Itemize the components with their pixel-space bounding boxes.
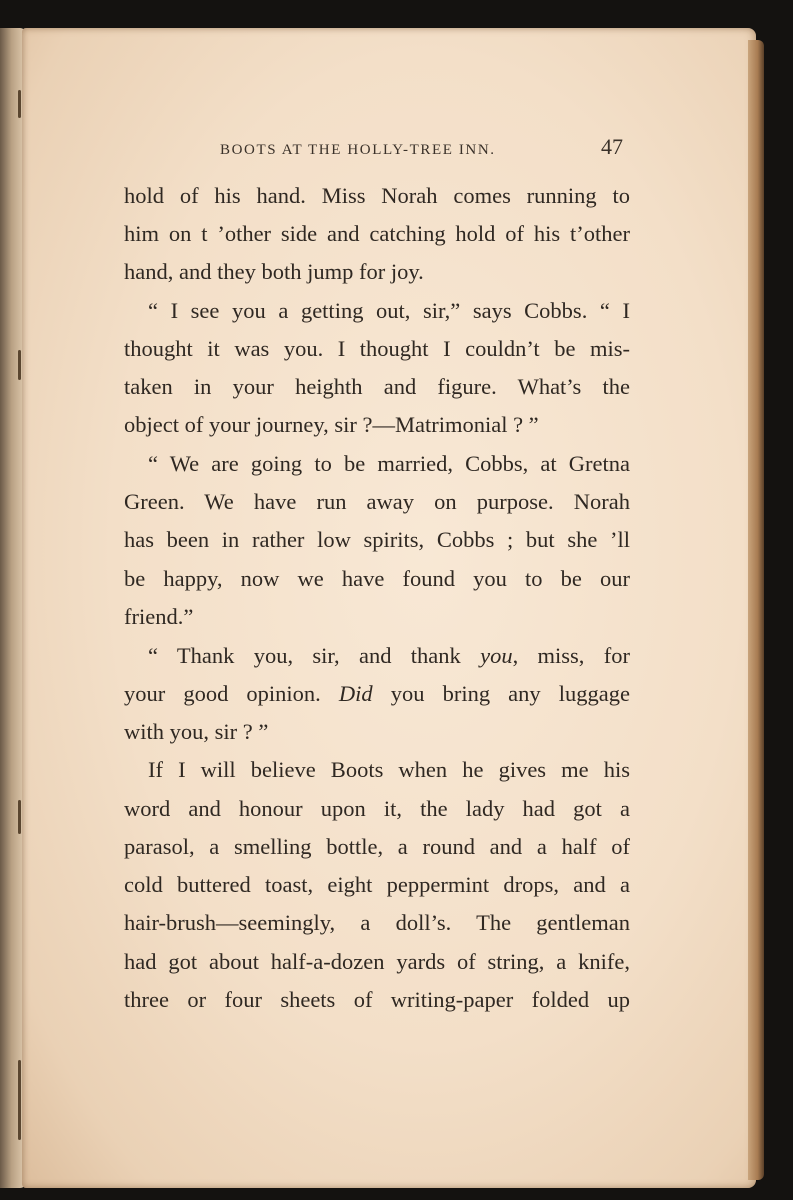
text-span: “ Thank you, sir, and thank <box>148 643 481 668</box>
text-line: him on t ’other side and catching hold of his t’other <box>124 221 630 246</box>
text-line: friend.” <box>124 604 194 629</box>
page-number: 47 <box>601 134 623 159</box>
running-head: BOOTS AT THE HOLLY-TREE INN. <box>220 142 496 158</box>
text-line: be happy, now we have found you to be our <box>124 566 630 591</box>
text-line: object of your journey, sir ?—Matrimonial ? ” <box>124 412 539 437</box>
emphasis-span: you <box>480 643 513 668</box>
stitch-mark <box>18 800 21 834</box>
text-line: had got about half-a-dozen yards of string, a knife, <box>124 949 630 974</box>
text-span: your good opinion. <box>124 681 339 706</box>
stitch-mark <box>18 1060 21 1140</box>
text-line: If I will believe Boots when he gives me his <box>148 757 630 782</box>
text-line <box>124 680 630 708</box>
text-line: hold of his hand. Miss Norah comes running to <box>124 183 630 208</box>
text-span: , miss, for <box>512 643 630 668</box>
text-line: word and honour upon it, the lady had got a <box>124 796 630 821</box>
text-line: parasol, a smelling bottle, a round and a half of <box>124 834 630 859</box>
stitch-mark <box>18 350 21 380</box>
text-line: taken in your heighth and figure. What’s the <box>124 374 630 399</box>
text-line: hair-brush—seemingly, a doll’s. The gentleman <box>124 910 630 935</box>
emphasis-span: Did <box>338 681 373 706</box>
text-line: Green. We have run away on purpose. Norah <box>124 489 630 514</box>
text-line: three or four sheets of writing-paper folded up <box>124 987 630 1012</box>
text-line: cold buttered toast, eight peppermint drops, and a <box>124 872 630 897</box>
text-span: you bring any luggage <box>372 681 630 706</box>
binding-stitches <box>14 60 28 1180</box>
stitch-mark <box>18 90 21 118</box>
text-line: has been in rather low spirits, Cobbs ; but she ’ll <box>124 527 630 552</box>
text-line: with you, sir ? ” <box>124 719 269 744</box>
text-line: “ I see you a getting out, sir,” says Cobbs. “ I <box>148 298 630 323</box>
page-fore-edge <box>748 40 764 1180</box>
text-line: thought it was you. I thought I couldn’t be mis- <box>124 336 630 361</box>
text-line: “ We are going to be married, Cobbs, at Gretna <box>148 451 630 476</box>
text-line: hand, and they both jump for joy. <box>124 259 424 284</box>
text-line <box>148 642 630 670</box>
